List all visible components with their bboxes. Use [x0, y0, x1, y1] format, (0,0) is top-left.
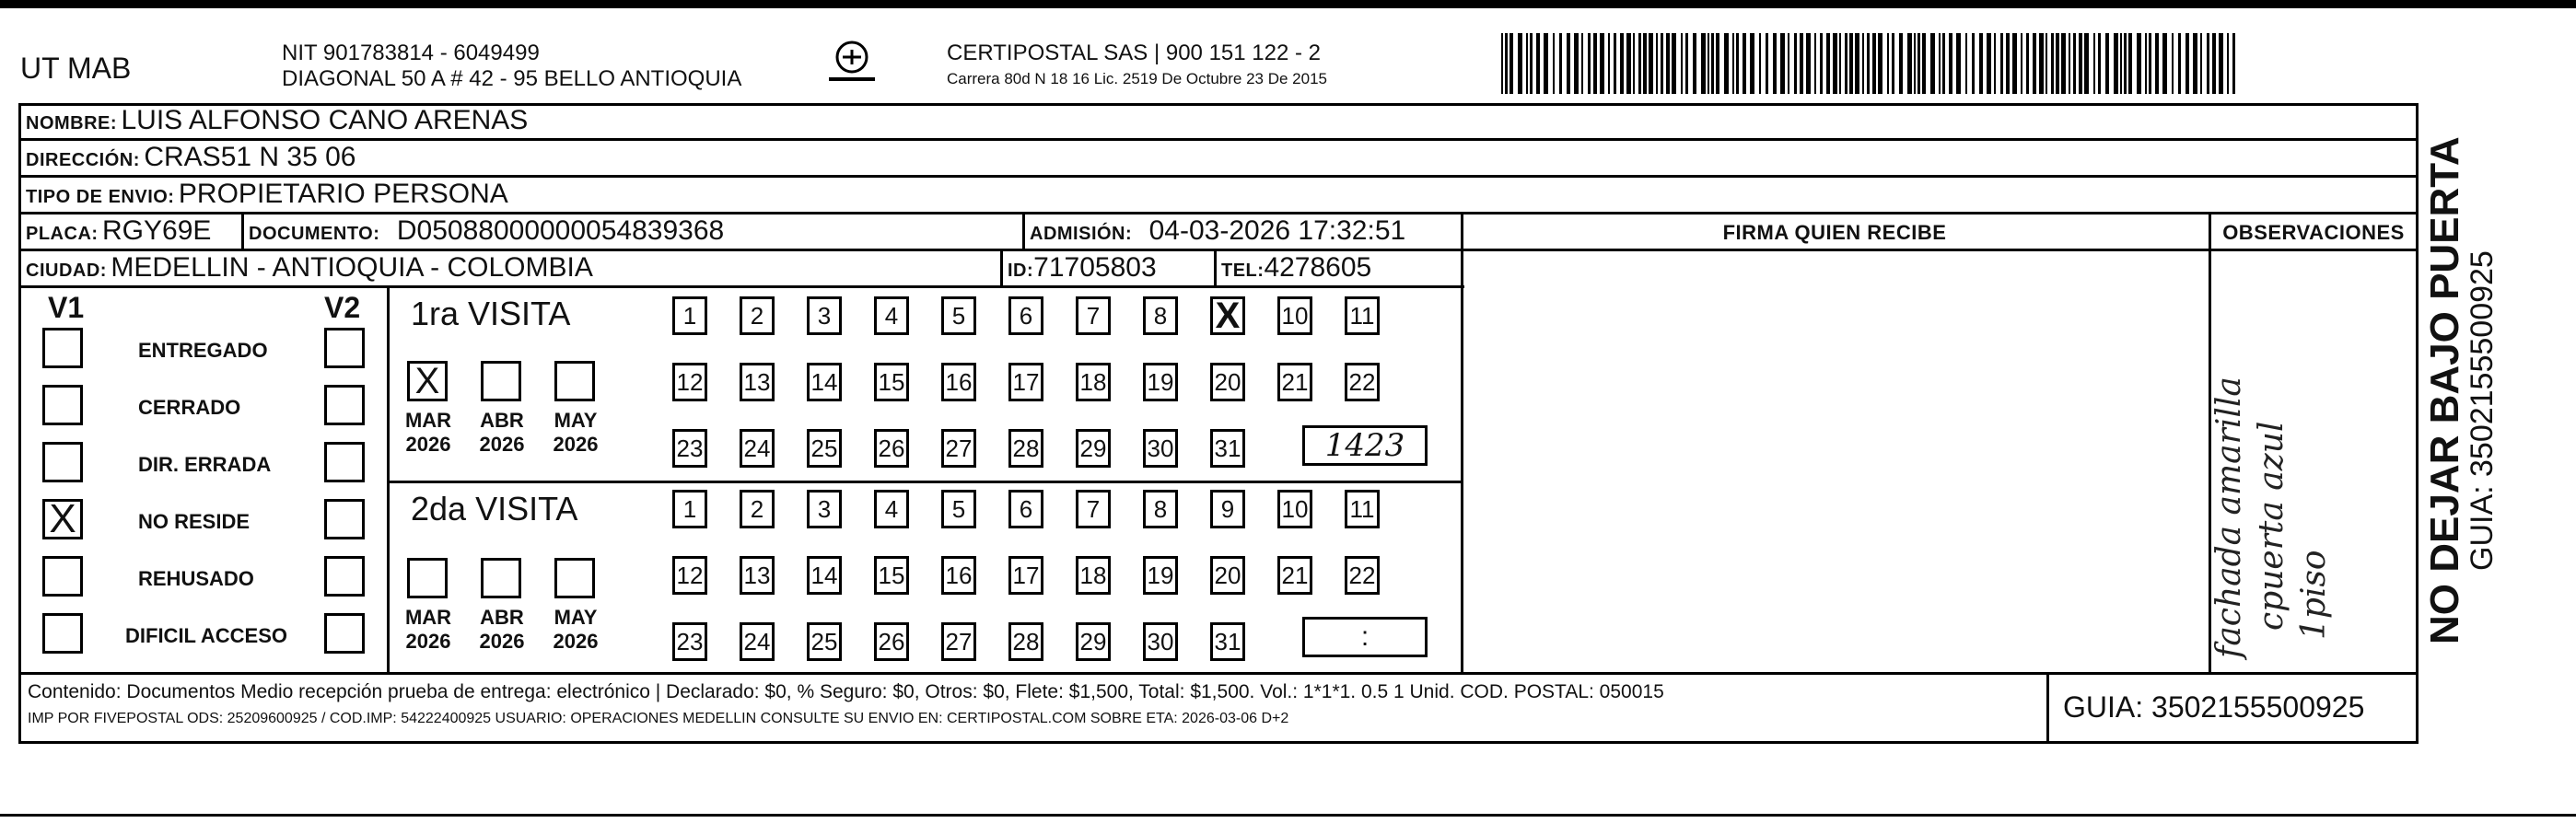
- barcode-bar: [2012, 33, 2017, 94]
- first-visit-month-box-may[interactable]: [554, 361, 595, 401]
- first-visit-day-25[interactable]: 25: [807, 429, 842, 468]
- observations-handwriting: fachada amarilla cpuerta azul 1piso: [2210, 377, 2333, 658]
- second-visit-day-21[interactable]: 21: [1277, 556, 1312, 595]
- barcode-bar: [1743, 33, 1746, 94]
- second-visit-day-22[interactable]: 22: [1345, 556, 1380, 595]
- barcode-bar: [2069, 33, 2070, 94]
- first-visit-day-10[interactable]: 10: [1277, 296, 1312, 335]
- tel-value: 4278605: [1264, 252, 1372, 283]
- barcode-bar: [1559, 33, 1562, 94]
- signature-area[interactable]: [1464, 251, 2207, 670]
- barcode-bar: [1878, 33, 1882, 94]
- id-cell: [1008, 252, 1157, 284]
- barcode-bar: [2084, 33, 2089, 94]
- first-visit-day-22[interactable]: 22: [1345, 363, 1380, 401]
- barcode-bar: [2128, 33, 2132, 94]
- second-visit-day-16[interactable]: 16: [941, 556, 976, 595]
- v1-checkbox-cerrado[interactable]: [42, 385, 83, 425]
- barcode-bar: [2193, 33, 2197, 94]
- second-visit-day-1[interactable]: 1: [672, 490, 707, 528]
- barcode-bar: [2039, 33, 2044, 94]
- barcode-bar: [1965, 33, 1967, 94]
- second-visit-day-9[interactable]: 9: [1210, 490, 1245, 528]
- first-visit-month-label: ABR: [480, 409, 524, 432]
- barcode-bar: [1788, 33, 1789, 94]
- plate-label: PLACA:: [26, 224, 99, 244]
- v2-checkbox-dir-errada[interactable]: [324, 442, 365, 482]
- barcode-bar: [2098, 33, 2101, 94]
- admission-value: 04-03-2026 17:32:51: [1148, 215, 1406, 246]
- barcode-bar: [1914, 33, 1916, 94]
- barcode-bar: [1553, 33, 1555, 94]
- shipment-row: [26, 179, 508, 210]
- barcode-bar: [1633, 33, 1635, 94]
- barcode-bar: [1917, 33, 1920, 94]
- barcode-bar: [2105, 33, 2109, 94]
- barcode-bar: [2006, 33, 2010, 94]
- barcode-bar: [1536, 33, 1540, 94]
- document-label: DOCUMENTO:: [249, 224, 380, 244]
- second-visit-month-box-abr[interactable]: [481, 558, 521, 598]
- barcode-bar: [2073, 33, 2076, 94]
- barcode-bar: [2120, 33, 2122, 94]
- barcode-bar: [1656, 33, 1658, 94]
- first-visit-day-29[interactable]: 29: [1076, 429, 1111, 468]
- barcode-bar: [2207, 33, 2209, 94]
- tel-cell: [1221, 252, 1371, 284]
- second-visit-day-30[interactable]: 30: [1143, 622, 1178, 661]
- barcode-bar: [2186, 33, 2189, 94]
- second-visit-day-8[interactable]: 8: [1143, 490, 1178, 528]
- admission-cell: [1030, 215, 1405, 247]
- barcode-bar: [1661, 33, 1663, 94]
- barcode-bar: [1608, 33, 1610, 94]
- barcode-bar: [1862, 33, 1864, 94]
- barcode-bar: [2124, 33, 2127, 94]
- sender-address: DIAGONAL 50 A # 42 - 95 BELLO ANTIOQUIA: [282, 66, 742, 91]
- admission-label: ADMISIÓN:: [1030, 224, 1133, 244]
- first-visit-month-box-abr[interactable]: [481, 361, 521, 401]
- city-label: CIUDAD:: [26, 261, 107, 281]
- second-visit-month-box-mar[interactable]: [407, 558, 448, 598]
- first-visit-day-7[interactable]: 7: [1076, 296, 1111, 335]
- barcode-bar: [2093, 33, 2095, 94]
- first-visit-day-9[interactable]: X: [1210, 296, 1245, 335]
- document-cell: [249, 215, 724, 247]
- barcode-bar: [1620, 33, 1624, 94]
- first-visit-day-1[interactable]: 1: [672, 296, 707, 335]
- side-guia: GUIA: 3502155500925: [2465, 250, 2500, 571]
- first-visit-year-label: 2026: [553, 433, 599, 456]
- option-label: CERRADO: [138, 396, 241, 419]
- barcode-bar: [1626, 33, 1631, 94]
- barcode-bar: [1505, 33, 1508, 94]
- second-visit-day-19[interactable]: 19: [1143, 556, 1178, 595]
- option-label: DIFICIL ACCESO: [125, 624, 288, 647]
- barcode-bar: [1820, 33, 1823, 94]
- first-visit-year-label: 2026: [405, 433, 451, 456]
- v2-checkbox-no-reside[interactable]: [324, 499, 365, 539]
- barcode-bar: [1994, 33, 1996, 94]
- barcode-bar: [1708, 33, 1709, 94]
- barcode-bar: [1574, 33, 1579, 94]
- option-label: ENTREGADO: [138, 339, 268, 362]
- barcode-bar: [2227, 33, 2229, 94]
- first-visit-day-20[interactable]: 20: [1210, 363, 1245, 401]
- address-row: [26, 142, 356, 173]
- barcode-bar: [2162, 33, 2167, 94]
- recipient-address: CRAS51 N 35 06: [144, 142, 356, 172]
- barcode-bar: [1939, 33, 1941, 94]
- first-visit-day-6[interactable]: 6: [1008, 296, 1043, 335]
- second-visit-day-26[interactable]: 26: [874, 622, 909, 661]
- second-visit-month-label: MAY: [554, 606, 598, 629]
- barcode-bar: [1942, 33, 1945, 94]
- second-visit-year-label: 2026: [405, 630, 451, 653]
- barcode-bar: [1732, 33, 1734, 94]
- second-visit-day-15[interactable]: 15: [874, 556, 909, 595]
- first-visit-day-3[interactable]: 3: [807, 296, 842, 335]
- barcode-bar: [1701, 33, 1706, 94]
- first-visit-day-30[interactable]: 30: [1143, 429, 1178, 468]
- barcode-bar: [1899, 33, 1903, 94]
- barcode-bar: [2149, 33, 2151, 94]
- second-visit-day-5[interactable]: 5: [941, 490, 976, 528]
- city-value: MEDELLIN - ANTIOQUIA - COLOMBIA: [111, 252, 593, 283]
- document-value: D05088000000054839368: [396, 215, 725, 246]
- barcode-bar: [2079, 33, 2082, 94]
- signature-label: FIRMA QUIEN RECIBE: [1722, 221, 1947, 244]
- first-visit-day-28[interactable]: 28: [1008, 429, 1043, 468]
- first-visit-day-23[interactable]: 23: [672, 429, 707, 468]
- barcode-bar: [1794, 33, 1797, 94]
- second-visit-day-28[interactable]: 28: [1008, 622, 1043, 661]
- first-visit-day-26[interactable]: 26: [874, 429, 909, 468]
- address-label: DIRECCIÓN:: [26, 150, 140, 170]
- company-name: CERTIPOSTAL SAS | 900 151 122 - 2: [947, 41, 1321, 65]
- first-visit-day-15[interactable]: 15: [874, 363, 909, 401]
- first-visit-month-label: MAR: [404, 409, 452, 432]
- first-visit-day-11[interactable]: 11: [1345, 296, 1380, 335]
- first-visit-day-5[interactable]: 5: [941, 296, 976, 335]
- second-visit-time[interactable]: :: [1302, 617, 1428, 657]
- second-visit-day-17[interactable]: 17: [1008, 556, 1043, 595]
- name-row: [26, 105, 528, 136]
- v2-checkbox-rehusado[interactable]: [324, 556, 365, 597]
- shipment-type: PROPIETARIO PERSONA: [178, 179, 508, 209]
- barcode-bar: [1518, 33, 1522, 94]
- barcode-bar: [2212, 33, 2216, 94]
- first-visit-day-31[interactable]: 31: [1210, 429, 1245, 468]
- barcode-bar: [2172, 33, 2174, 94]
- first-visit-day-8[interactable]: 8: [1143, 296, 1178, 335]
- first-visit-day-4[interactable]: 4: [874, 296, 909, 335]
- first-visit-month-box-mar[interactable]: X: [407, 361, 448, 401]
- company-license: Carrera 80d N 18 16 Lic. 2519 De Octubre 23 De 2015: [947, 70, 1327, 87]
- barcode-bar: [1750, 33, 1754, 94]
- certipostal-logo: [820, 39, 884, 94]
- first-visit-time[interactable]: 1423: [1302, 425, 1428, 466]
- barcode-bar: [2046, 33, 2047, 94]
- barcode-bar: [1759, 33, 1761, 94]
- plate-value: RGY69E: [102, 215, 212, 246]
- first-visit-day-21[interactable]: 21: [1277, 363, 1312, 401]
- barcode-bar: [1949, 33, 1952, 94]
- first-visit-day-17[interactable]: 17: [1008, 363, 1043, 401]
- first-visit-year-label: 2026: [479, 433, 525, 456]
- second-visit-day-31[interactable]: 31: [1210, 622, 1245, 661]
- barcode-bar: [2200, 33, 2202, 94]
- first-visit-day-13[interactable]: 13: [740, 363, 775, 401]
- barcode-bar: [1649, 33, 1653, 94]
- barcode-bar: [1800, 33, 1803, 94]
- second-visit-day-23[interactable]: 23: [672, 622, 707, 661]
- barcode-bar: [1685, 33, 1688, 94]
- barcode-bar: [1979, 33, 1983, 94]
- barcode-bar: [2033, 33, 2036, 94]
- barcode-bar: [2137, 33, 2141, 94]
- v1-checkbox-no-reside[interactable]: X: [42, 499, 83, 539]
- v2-checkbox-entregado[interactable]: [324, 328, 365, 368]
- barcode-bar: [1544, 33, 1548, 94]
- option-label: REHUSADO: [138, 567, 254, 590]
- first-visit-month-label: MAY: [554, 409, 598, 432]
- barcode-image: [1501, 33, 2238, 94]
- observations-label: OBSERVACIONES: [2222, 221, 2405, 244]
- barcode-bar: [1509, 33, 1513, 94]
- barcode-bar: [1766, 33, 1768, 94]
- barcode-bar: [1892, 33, 1894, 94]
- second-visit-day-25[interactable]: 25: [807, 622, 842, 661]
- no-dejar-warning: NO DEJAR BAJO PUERTA: [2422, 136, 2467, 644]
- barcode-bar: [1814, 33, 1816, 94]
- first-visit-day-18[interactable]: 18: [1076, 363, 1111, 401]
- plate-cell: [26, 215, 211, 247]
- id-value: 71705803: [1033, 252, 1157, 283]
- city-cell: [26, 252, 593, 284]
- second-visit-day-6[interactable]: 6: [1008, 490, 1043, 528]
- barcode-bar: [2145, 33, 2147, 94]
- second-visit-year-label: 2026: [553, 630, 599, 653]
- top-border: [0, 0, 2576, 8]
- barcode-bar: [1614, 33, 1616, 94]
- option-label: DIR. ERRADA: [138, 453, 272, 476]
- barcode-bar: [1855, 33, 1859, 94]
- v1-label: V1: [48, 291, 85, 324]
- second-visit-day-24[interactable]: 24: [740, 622, 775, 661]
- barcode-bar: [1593, 33, 1597, 94]
- barcode-bar: [1887, 33, 1889, 94]
- barcode-bar: [2056, 33, 2059, 94]
- v2-label: V2: [324, 291, 361, 324]
- barcode-bar: [1849, 33, 1853, 94]
- barcode-bar: [1638, 33, 1641, 94]
- barcode-bar: [1716, 33, 1719, 94]
- footer-guia: GUIA: 3502155500925: [2063, 690, 2365, 724]
- barcode-bar: [2021, 33, 2022, 94]
- barcode-bar: [1907, 33, 1912, 94]
- first-visit-day-14[interactable]: 14: [807, 363, 842, 401]
- barcode-bar: [1666, 33, 1670, 94]
- second-visit-day-20[interactable]: 20: [1210, 556, 1245, 595]
- barcode-bar: [1672, 33, 1676, 94]
- second-visit-day-2[interactable]: 2: [740, 490, 775, 528]
- option-label: NO RESIDE: [138, 510, 251, 533]
- barcode-bar: [1839, 33, 1841, 94]
- first-visit-day-12[interactable]: 12: [672, 363, 707, 401]
- barcode-bar: [1833, 33, 1837, 94]
- first-visit-day-2[interactable]: 2: [740, 296, 775, 335]
- footer-print-info: IMP POR FIVEPOSTAL ODS: 25209600925 / COD.IMP: 54222400925 USUARIO: OPERACIONES MEDELLIN CONSULTE SU ENVIO EN: CERTIPOSTAL.COM SOBRE ETA: 2026-03-06 D+2: [28, 711, 1289, 726]
- second-visit-title: 2da VISITA: [411, 490, 578, 527]
- first-visit-title: 1ra VISITA: [411, 295, 571, 332]
- barcode-bar: [1826, 33, 1830, 94]
- tel-label: TEL:: [1221, 261, 1265, 281]
- barcode-bar: [1581, 33, 1583, 94]
- barcode-bar: [1736, 33, 1739, 94]
- second-visit-day-10[interactable]: 10: [1277, 490, 1312, 528]
- second-visit-year-label: 2026: [479, 630, 525, 653]
- barcode-bar: [2155, 33, 2159, 94]
- second-visit-day-3[interactable]: 3: [807, 490, 842, 528]
- barcode-bar: [1501, 33, 1503, 94]
- barcode-bar: [2178, 33, 2181, 94]
- first-visit-day-16[interactable]: 16: [941, 363, 976, 401]
- barcode-bar: [1780, 33, 1785, 94]
- second-visit-day-11[interactable]: 11: [1345, 490, 1380, 528]
- barcode-bar: [2061, 33, 2066, 94]
- second-visit-day-27[interactable]: 27: [941, 622, 976, 661]
- barcode-bar: [1922, 33, 1926, 94]
- second-visit-day-4[interactable]: 4: [874, 490, 909, 528]
- v1-checkbox-rehusado[interactable]: [42, 556, 83, 597]
- second-visit-day-12[interactable]: 12: [672, 556, 707, 595]
- barcode-bar: [2026, 33, 2029, 94]
- barcode-bar: [1872, 33, 1876, 94]
- second-visit-month-box-may[interactable]: [554, 558, 595, 598]
- barcode-bar: [1845, 33, 1847, 94]
- barcode-bar: [1773, 33, 1777, 94]
- barcode-bar: [2114, 33, 2118, 94]
- barcode-bar: [1956, 33, 1961, 94]
- shipment-label: TIPO DE ENVIO:: [26, 187, 175, 207]
- barcode-bar: [1806, 33, 1811, 94]
- first-visit-day-24[interactable]: 24: [740, 429, 775, 468]
- name-label: NOMBRE:: [26, 113, 118, 133]
- first-visit-day-19[interactable]: 19: [1143, 363, 1178, 401]
- barcode-bar: [1588, 33, 1591, 94]
- second-visit-day-14[interactable]: 14: [807, 556, 842, 595]
- barcode-bar: [2051, 33, 2054, 94]
- second-visit-day-7[interactable]: 7: [1076, 490, 1111, 528]
- v1-checkbox-dificil-acceso[interactable]: [42, 613, 83, 654]
- id-label: ID:: [1008, 261, 1034, 281]
- first-visit-day-27[interactable]: 27: [941, 429, 976, 468]
- barcode-bar: [1972, 33, 1975, 94]
- v1-checkbox-dir-errada[interactable]: [42, 442, 83, 482]
- barcode-bar: [1711, 33, 1714, 94]
- barcode-bar: [1681, 33, 1683, 94]
- barcode-bar: [2219, 33, 2223, 94]
- barcode-bar: [1643, 33, 1647, 94]
- sender-name: UT MAB: [20, 52, 132, 85]
- barcode-bar: [1600, 33, 1604, 94]
- barcode-bar: [1930, 33, 1935, 94]
- second-visit-month-label: MAR: [404, 606, 452, 629]
- barcode-bar: [1867, 33, 1870, 94]
- v1-checkbox-entregado[interactable]: [42, 328, 83, 368]
- barcode-bar: [1987, 33, 1991, 94]
- second-visit-day-13[interactable]: 13: [740, 556, 775, 595]
- barcode-bar: [1526, 33, 1528, 94]
- barcode-bar: [1567, 33, 1570, 94]
- second-visit-day-18[interactable]: 18: [1076, 556, 1111, 595]
- v2-checkbox-cerrado[interactable]: [324, 385, 365, 425]
- barcode-bar: [1530, 33, 1533, 94]
- footer-contents: Contenido: Documentos Medio recepción prueba de entrega: electrónico | Declarado: $0, % Seguro: $0, Otros: $0, Flete: $1,500, Total: $1,500. Vol.: 1*1*1. 0.5 1 Unid. COD. POSTAL: 050015: [28, 681, 1664, 702]
- second-visit-day-29[interactable]: 29: [1076, 622, 1111, 661]
- sender-nit: NIT 901783814 - 6049499: [282, 41, 540, 65]
- barcode-bar: [2232, 33, 2235, 94]
- barcode-bar: [2000, 33, 2003, 94]
- barcode-bar: [1693, 33, 1696, 94]
- barcode-bar: [1724, 33, 1729, 94]
- recipient-name: LUIS ALFONSO CANO ARENAS: [121, 105, 529, 135]
- v2-checkbox-dificil-acceso[interactable]: [324, 613, 365, 654]
- second-visit-month-label: ABR: [480, 606, 524, 629]
